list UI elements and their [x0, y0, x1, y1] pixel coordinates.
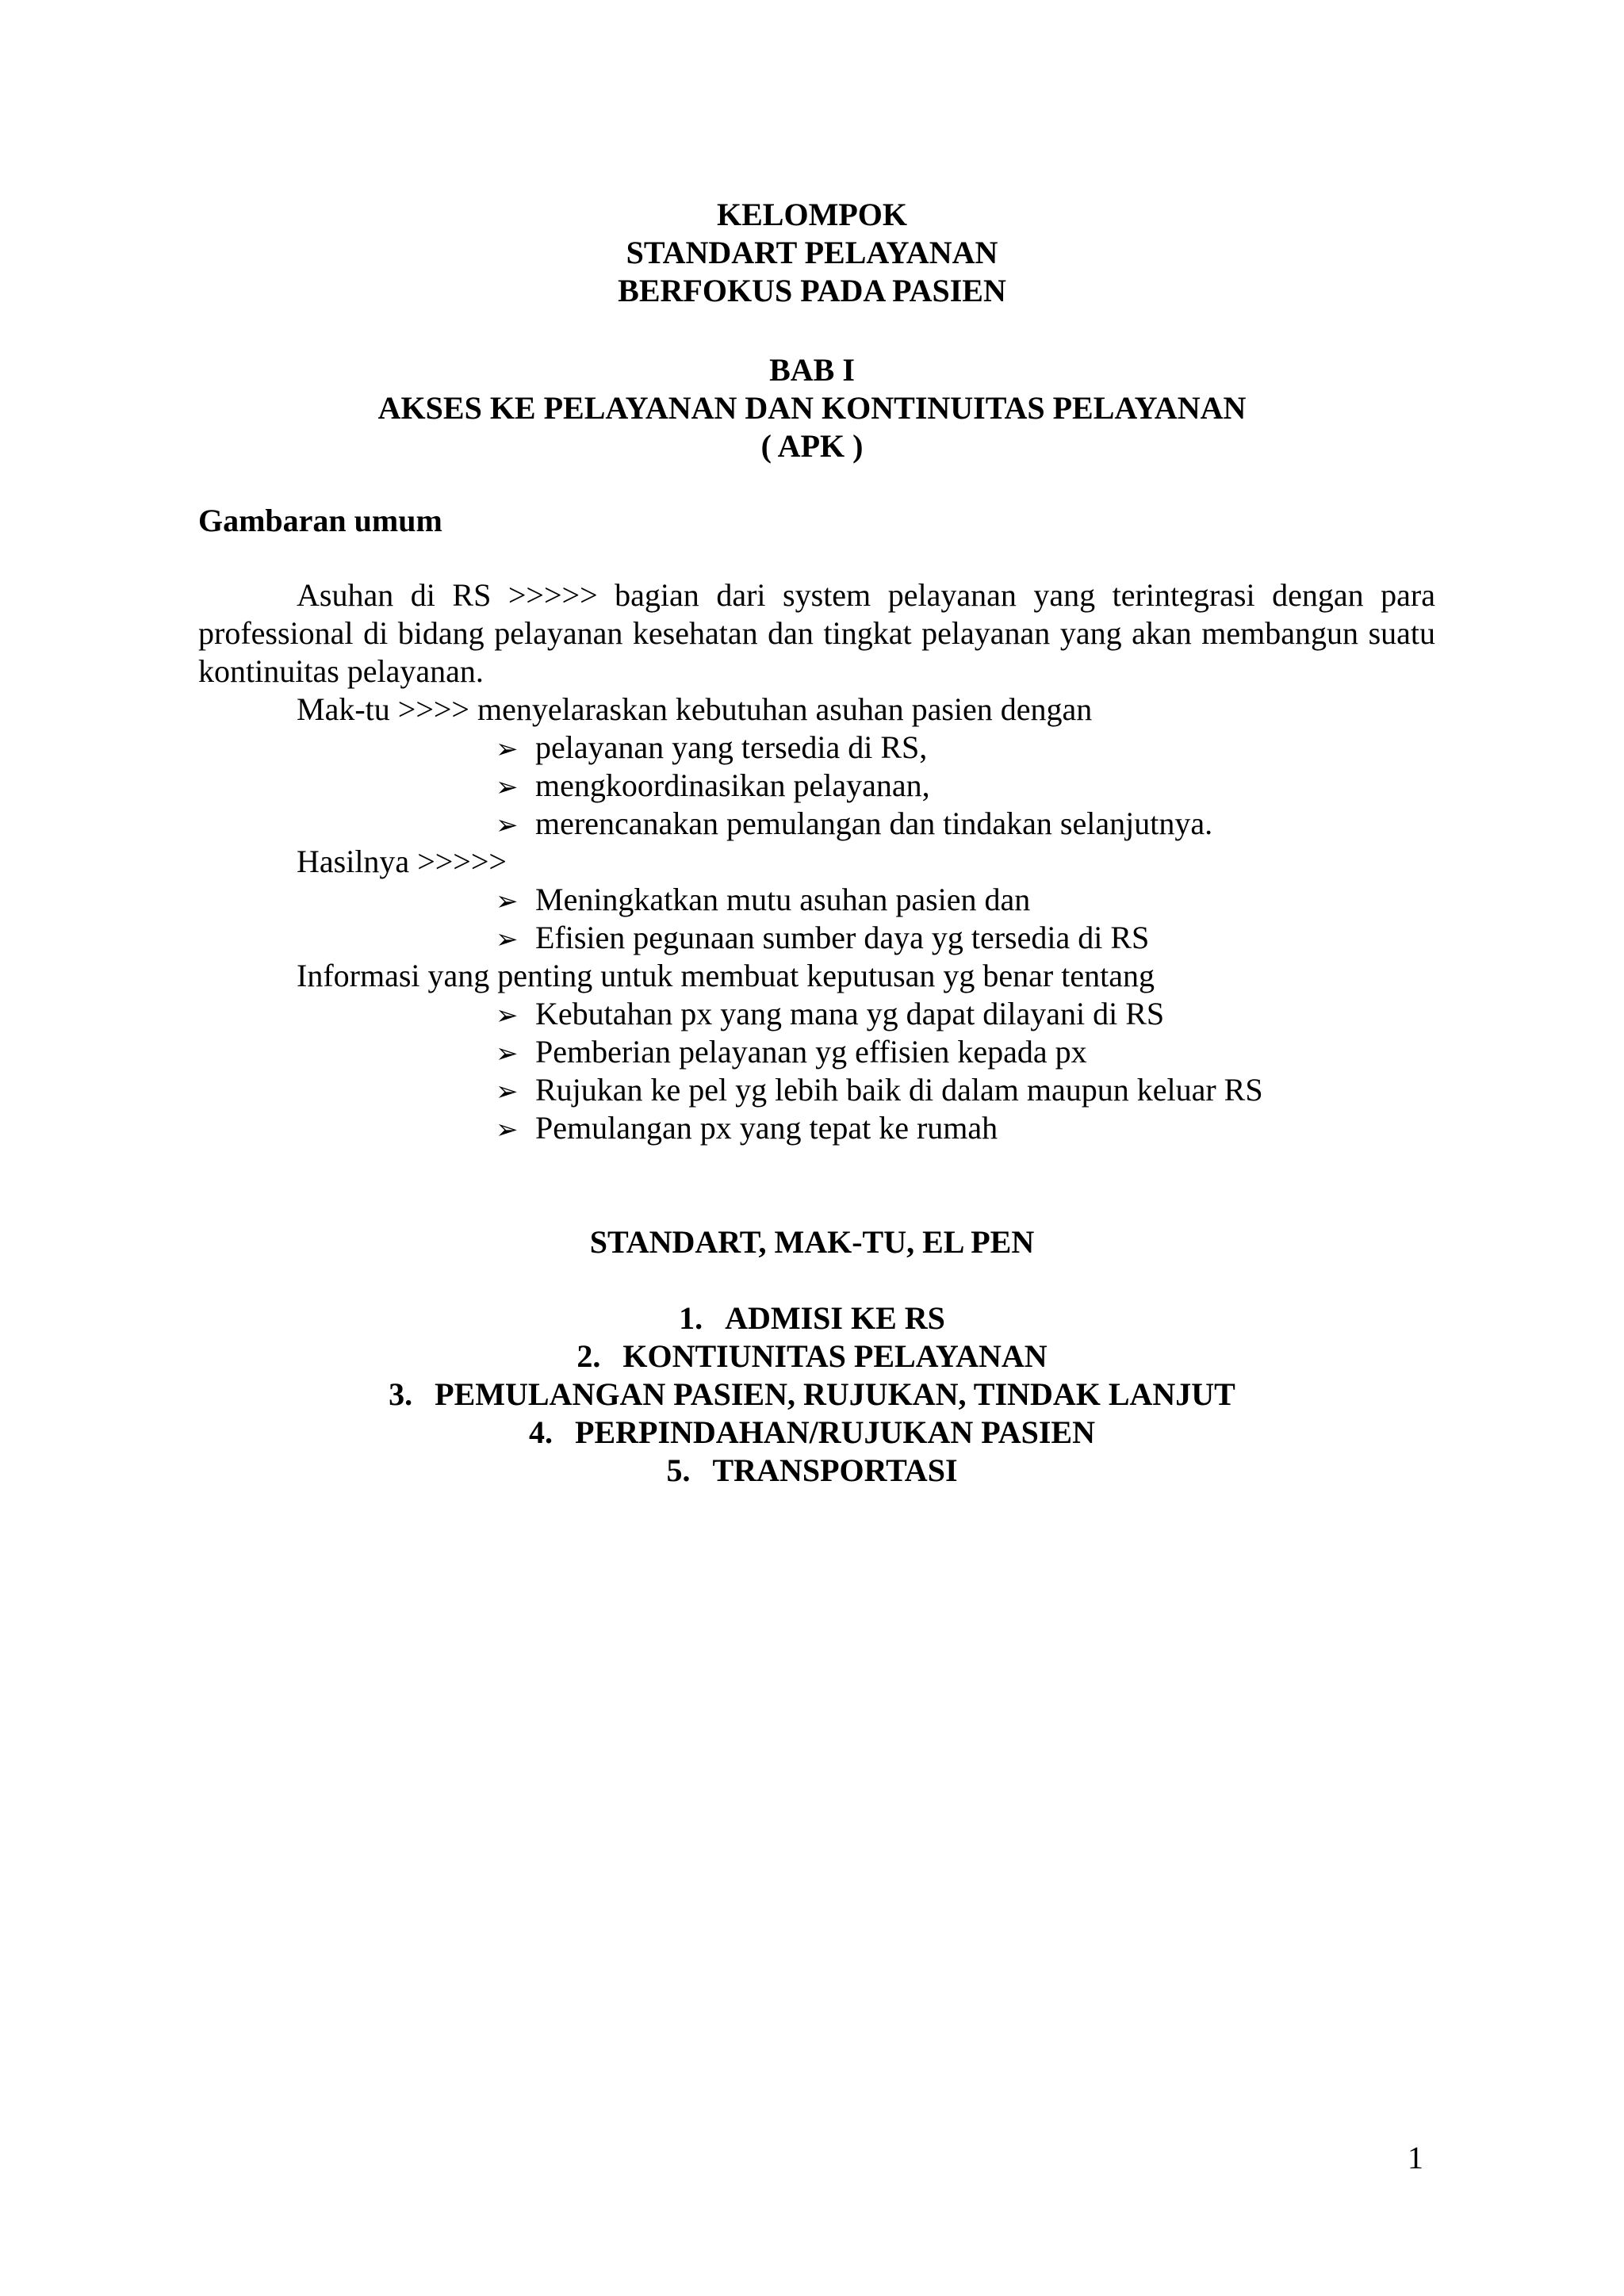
arrowhead-bullet-icon: ➢	[496, 1000, 519, 1031]
list-item-text: Rujukan ke pel yg lebih baik di dalam maupun keluar RS	[535, 1072, 1263, 1108]
section-heading: Gambaran umum	[198, 503, 442, 538]
standard-item-text: KONTIUNITAS PELAYANAN	[622, 1338, 1048, 1374]
standard-item	[0, 1376, 1624, 1414]
list-item-text: pelayanan yang tersedia di RS,	[535, 729, 928, 765]
list-item-text: Pemberian pelayanan yg effisien kepada px	[535, 1034, 1087, 1070]
standard-item-number: 5.	[666, 1452, 691, 1488]
arrowhead-bullet-icon: ➢	[496, 733, 519, 765]
arrowhead-bullet-icon: ➢	[496, 809, 519, 841]
standard-item-number: 1.	[679, 1300, 703, 1336]
standards-heading: STANDART, MAK-TU, EL PEN	[589, 1224, 1035, 1260]
chapter-abbreviation: ( APK )	[760, 428, 864, 464]
maktu-intro: Mak-tu >>>> menyelaraskan kebutuhan asuhan pasien dengan	[297, 691, 1093, 727]
standard-item-text: TRANSPORTASI	[712, 1452, 958, 1488]
standard-item-text: ADMISI KE RS	[725, 1300, 945, 1336]
page-number: 1	[1408, 2140, 1423, 2175]
standard-item-text: PERPINDAHAN/RUJUKAN PASIEN	[575, 1414, 1095, 1450]
list-item-text: mengkoordinasikan pelayanan,	[535, 767, 930, 803]
list-item	[496, 1109, 998, 1149]
arrowhead-bullet-icon: ➢	[496, 924, 519, 955]
standard-item	[0, 1414, 1624, 1452]
list-item-text: Efisien pegunaan sumber daya yg tersedia di RS	[535, 920, 1150, 955]
list-item-text: Pemulangan px yang tepat ke rumah	[535, 1110, 998, 1146]
header-line-standart: STANDART PELAYANAN	[626, 235, 998, 270]
arrowhead-bullet-icon: ➢	[496, 771, 519, 803]
chapter-label: BAB I	[769, 352, 855, 388]
arrowhead-bullet-icon: ➢	[496, 886, 519, 917]
list-item-text: merencanakan pemulangan dan tindakan selanjutnya.	[535, 806, 1213, 841]
standard-item	[0, 1299, 1624, 1337]
header-line-kelompok: KELOMPOK	[717, 197, 907, 232]
arrowhead-bullet-icon: ➢	[496, 1076, 519, 1108]
standard-item	[0, 1337, 1624, 1376]
list-item	[496, 881, 1030, 920]
list-item-text: Kebutahan px yang mana yg dapat dilayani di RS	[535, 996, 1165, 1031]
arrowhead-bullet-icon: ➢	[496, 1114, 519, 1146]
intro-paragraph: Asuhan di RS >>>>> bagian dari system pelayanan yang terintegrasi dengan para professional di bidang pelayanan kesehatan dan tingkat pelayanan yang akan membangun suatu kontinuitas pelayanan.	[198, 577, 1435, 689]
list-item	[496, 1071, 1263, 1111]
list-item	[496, 729, 927, 768]
list-item	[496, 995, 1164, 1035]
list-item	[496, 805, 1212, 844]
standard-item-number: 4.	[529, 1414, 553, 1450]
chapter-title: AKSES KE PELAYANAN DAN KONTINUITAS PELAYANAN	[377, 390, 1247, 426]
standard-item	[0, 1452, 1624, 1490]
hasil-intro: Hasilnya >>>>>	[297, 844, 507, 879]
info-intro: Informasi yang penting untuk membuat keputusan yg benar tentang	[297, 958, 1155, 993]
header-line-berfokus: BERFOKUS PADA PASIEN	[618, 273, 1006, 308]
list-item	[496, 919, 1149, 959]
list-item	[496, 767, 930, 806]
list-item-text: Meningkatkan mutu asuhan pasien dan	[535, 882, 1031, 917]
standard-item-text: PEMULANGAN PASIEN, RUJUKAN, TINDAK LANJUT	[435, 1376, 1235, 1412]
list-item	[496, 1033, 1087, 1073]
arrowhead-bullet-icon: ➢	[496, 1038, 519, 1070]
standard-item-number: 3.	[389, 1376, 413, 1412]
standard-item-number: 2.	[576, 1338, 601, 1374]
